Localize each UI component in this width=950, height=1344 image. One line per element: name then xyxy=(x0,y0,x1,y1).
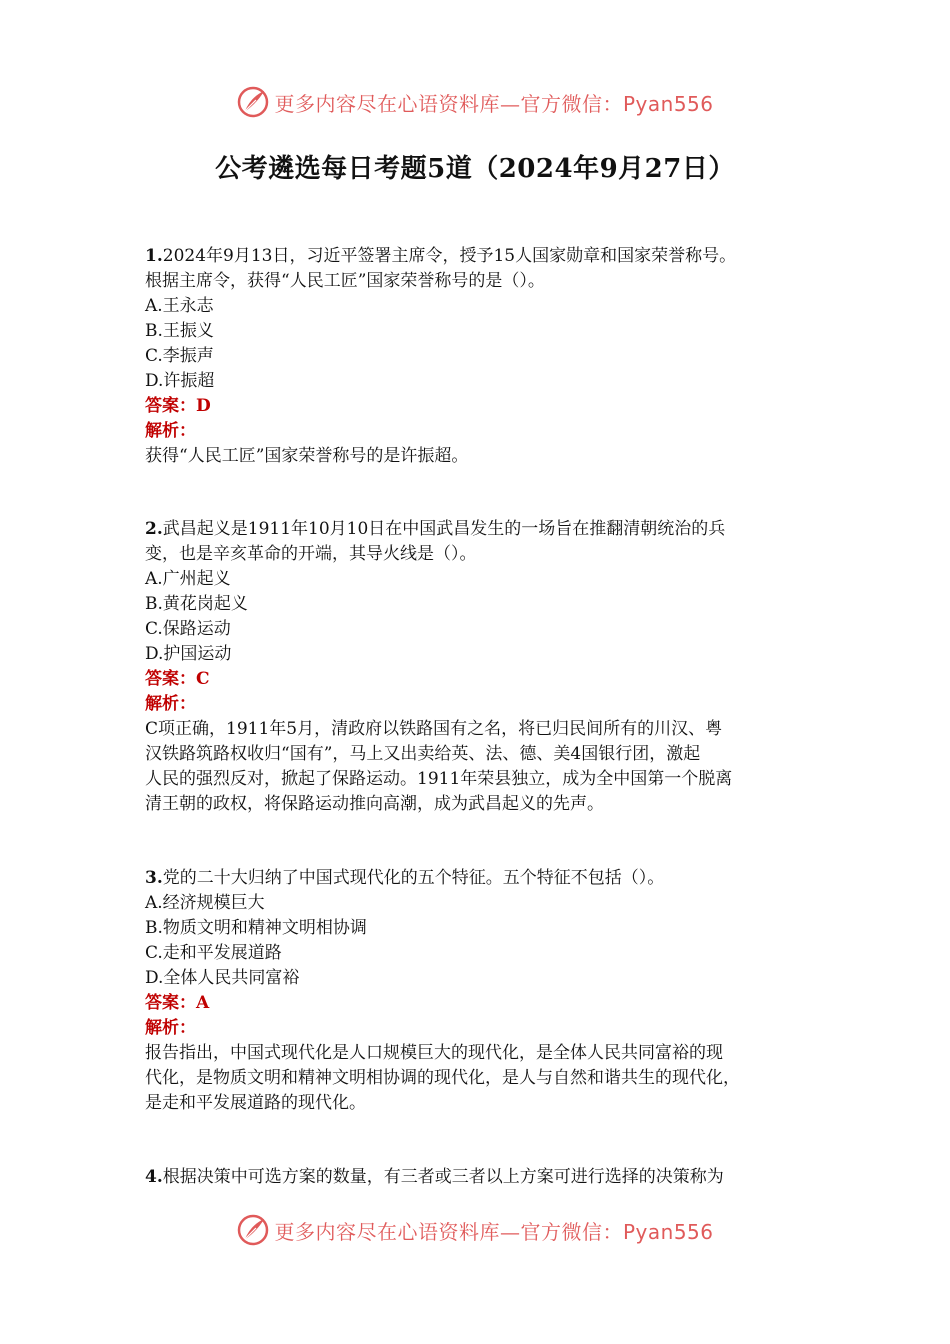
question-stem: 1.2024年9月13日，习近平签署主席令，授予15人国家勋章和国家荣誉称号。 xyxy=(145,246,737,266)
analysis-label: 解析： xyxy=(145,694,196,714)
option-d: D.许振超 xyxy=(145,371,215,391)
option-c: C.李振声 xyxy=(145,346,214,366)
question-stem: 2.武昌起义是1911年10月10日在中国武昌发生的一场旨在推翻清朝统治的兵 xyxy=(145,519,726,539)
watermark-text: 更多内容尽在心语资料库—官方微信：Pyan556 xyxy=(274,1219,714,1244)
answer: 答案：D xyxy=(145,396,211,416)
analysis-text: 代化，是物质文明和精神文明相协调的现代化，是人与自然和谐共生的现代化， xyxy=(145,1068,740,1088)
question-stem: 4.根据决策中可选方案的数量，有三者或三者以上方案可进行选择的决策称为 xyxy=(145,1167,724,1187)
watermark-banner-bottom xyxy=(0,1212,950,1248)
question-1 xyxy=(145,244,815,469)
option-a: A.经济规模巨大 xyxy=(145,893,265,913)
option-c: C.走和平发展道路 xyxy=(145,943,282,963)
question-stem: 根据主席令，获得“人民工匠”国家荣誉称号的是（）。 xyxy=(145,271,545,291)
analysis-text: 是走和平发展道路的现代化。 xyxy=(145,1093,366,1113)
analysis-text: C项正确，1911年5月，清政府以铁路国有之名，将已归民间所有的川汉、粤 xyxy=(145,719,723,739)
question-stem: 变，也是辛亥革命的开端，其导火线是（）。 xyxy=(145,544,477,564)
option-d: D.全体人民共同富裕 xyxy=(145,968,300,988)
watermark-banner-top xyxy=(0,84,950,120)
option-b: B.黄花岗起义 xyxy=(145,594,248,614)
feather-pen-logo-icon xyxy=(236,1213,270,1247)
feather-pen-logo-icon xyxy=(236,85,270,119)
analysis-text: 人民的强烈反对，掀起了保路运动。1911年荣县独立，成为全中国第一个脱离 xyxy=(145,769,733,789)
analysis-label: 解析： xyxy=(145,421,196,441)
watermark-text: 更多内容尽在心语资料库—官方微信：Pyan556 xyxy=(274,91,714,116)
answer: 答案：C xyxy=(145,669,210,689)
option-b: B.物质文明和精神文明相协调 xyxy=(145,918,367,938)
option-a: A.广州起义 xyxy=(145,569,231,589)
analysis-text: 清王朝的政权，将保路运动推向高潮，成为武昌起义的先声。 xyxy=(145,794,604,814)
analysis-text: 汉铁路筑路权收归“国有”，马上又出卖给英、法、德、美4国银行团，激起 xyxy=(145,744,701,764)
option-a: A.王永志 xyxy=(145,296,214,316)
answer: 答案：A xyxy=(145,993,210,1013)
analysis-label: 解析： xyxy=(145,1018,196,1038)
option-d: D.护国运动 xyxy=(145,644,232,664)
question-3 xyxy=(145,866,815,1116)
analysis-text: 获得“人民工匠”国家荣誉称号的是许振超。 xyxy=(145,446,469,466)
wechat-id: Pyan556 xyxy=(622,91,714,116)
question-stem: 3.党的二十大归纳了中国式现代化的五个特征。五个特征不包括（）。 xyxy=(145,868,665,888)
analysis-text: 报告指出，中国式现代化是人口规模巨大的现代化，是全体人民共同富裕的现 xyxy=(145,1043,723,1063)
question-4 xyxy=(145,1165,815,1190)
question-2 xyxy=(145,517,815,817)
wechat-id: Pyan556 xyxy=(622,1219,714,1244)
option-c: C.保路运动 xyxy=(145,619,231,639)
option-b: B.王振义 xyxy=(145,321,214,341)
page-title: 公考遴选每日考题5道（2024年9月27日） xyxy=(215,154,735,184)
